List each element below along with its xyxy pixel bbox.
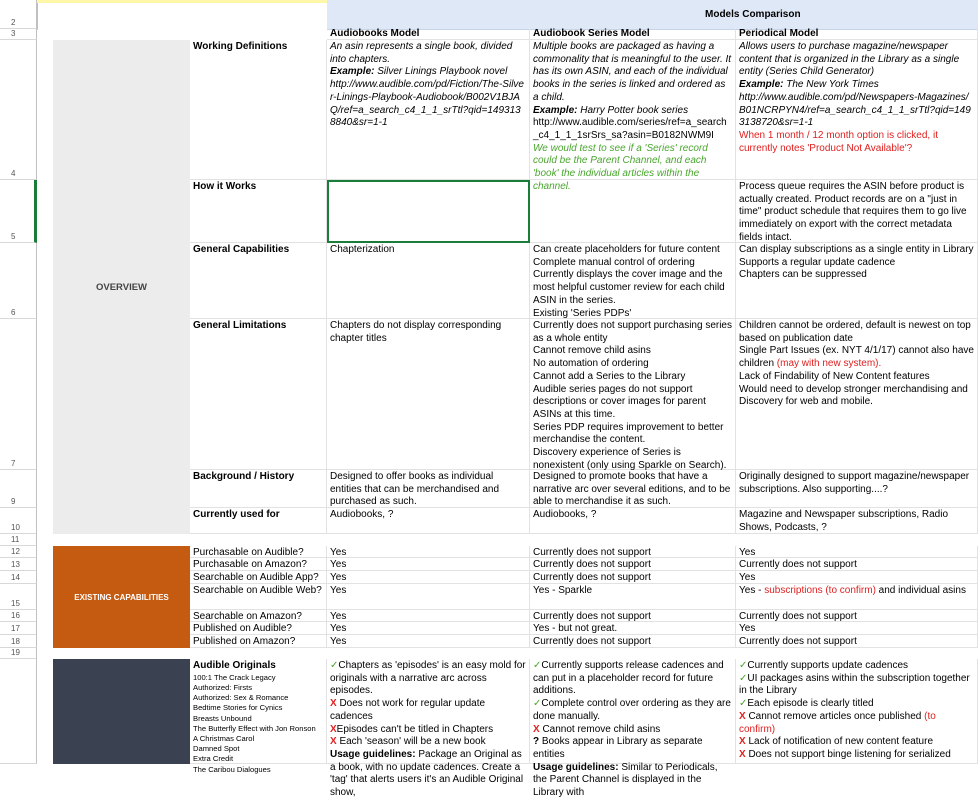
row-header-17[interactable]: 17 [0,622,37,635]
cap-value[interactable]: Currently does not support [736,610,978,622]
row-header-12[interactable]: 12 [0,546,37,558]
cap-value[interactable]: Yes - Sparkle [530,584,736,610]
cap-value[interactable]: Currently does not support [530,546,736,558]
label-how-it-works: How it Works [190,180,327,243]
cell-working-def-series[interactable]: Multiple books are packaged as having a commonality that is meaningful to the user. It has its own ASIN, and each of the individual books in the series is linked and ordered as a child. Example: Harry Potter book series http://www.audible.com/series/ref=a_search_c4_1_1_1srSrs_sa?asin=B0182NWM9I We would test to see if a 'Series' record could be the Parent Channel, and each 'book' the individual articles within the channel. [530,40,736,180]
cell-how-it-works-audiobooks-selected[interactable] [327,180,530,243]
cap-value[interactable]: Yes [327,622,530,635]
cell-how-it-works-series[interactable] [530,180,736,243]
label-currently-used-for: Currently used for [190,508,327,534]
cell-background-audiobooks[interactable]: Designed to offer books as individual entities that can be merchandised and purchased as such. [327,470,530,508]
cell-background-series[interactable]: Designed to promote books that have a narrative arc over several editions, and to be able to merchandise it as such. [530,470,736,508]
yellow-header-strip [37,0,327,3]
row-header-11[interactable]: 11 [0,534,37,546]
row-header-3[interactable]: 3 [0,29,37,40]
row-header-9[interactable]: 9 [0,470,37,508]
x-icon: X [739,710,746,722]
header-audiobooks-model: Audiobooks Model [327,29,530,40]
cell-originals-series[interactable]: ✓Currently supports release cadences and can put in a placeholder record for future additions. ✓Complete control over ordering as they are done manually. X Cannot remove child asins ? Books appear in Library as separate entities Usage guidelines: Similar to Periodicals, the Parent Channel is displayed in the Library with [530,659,736,764]
cell-limitations-series[interactable]: Currently does not support purchasing series as a whole entity Cannot remove child asins No automation of ordering Cannot add a Series to the Library Audible series pages do not support descriptions or cover images for parent ASINs at this time. Series PDP requires improvement to better merchandise the content. Discovery experience of Series is nonexistent (only using Sparkle on Search). [530,319,736,470]
row-header-16[interactable]: 16 [0,610,37,622]
header-periodical-model: Periodical Model [736,29,978,40]
header-series-model: Audiobook Series Model [530,29,736,40]
check-icon: ✓ [739,672,748,684]
cap-value[interactable]: Yes - but not great. [530,622,736,635]
section-overview: OVERVIEW [53,40,190,534]
row-header-2[interactable]: 2 [0,0,37,29]
check-icon: ✓ [330,660,339,671]
cap-value[interactable]: Currently does not support [530,635,736,648]
cell-limitations-audiobooks[interactable]: Chapters do not display corresponding chapter titles [327,319,530,470]
row-header-15[interactable]: 15 [0,584,37,610]
cap-value[interactable]: Yes [327,571,530,584]
cap-value[interactable]: Yes [327,546,530,558]
cap-value[interactable]: Currently does not support [736,558,978,571]
row-header-20[interactable] [0,659,37,764]
row-header-13[interactable]: 13 [0,558,37,571]
cap-value[interactable]: Yes [327,584,530,610]
row-header-10[interactable]: 10 [0,508,37,534]
cap-label: Purchasable on Amazon? [190,558,327,571]
cell-used-audiobooks[interactable]: Audiobooks, ? [327,508,530,534]
row-header-19[interactable]: 19 [0,648,37,659]
x-icon: X [330,736,337,748]
cell-capabilities-audiobooks[interactable]: Chapterization [327,243,530,319]
cap-value[interactable]: Currently does not support [530,558,736,571]
question-icon: ? [533,736,540,748]
cap-value[interactable]: Currently does not support [530,571,736,584]
row-header-6[interactable]: 6 [0,243,37,319]
cell-background-periodical[interactable]: Originally designed to support magazine/newspaper subscriptions. Also supporting....? [736,470,978,508]
check-icon: ✓ [739,698,748,710]
cap-label: Purchasable on Audible? [190,546,327,558]
row-header-4[interactable]: 4 [0,40,37,180]
label-audible-originals: Audible Originals 100:1 The Crack Legacy Authorized: Firsts Authorized: Sex & Romance Bedtime Stories for Cynics Breasts Unbound The Butterfly Effect with Jon Ronson A Christmas Carol Damned Spot Extra Credit The Caribou Dialogues [190,659,327,764]
cell-capabilities-series[interactable]: Can create placeholders for future content Complete manual control of ordering Currently displays the cover image and the most helpful customer review for each child ASIN in the series. Existing 'Series PDPs' [530,243,736,319]
cell-limitations-periodical[interactable]: Children cannot be ordered, default is newest on top based on publication date Single Part Issues (ex. NYT 4/1/17) cannot also have children (may with new system). Lack of Findability of New Content features Would need to develop stronger merchandising and Discovery for web and mobile. [736,319,978,470]
x-icon: X [739,736,746,748]
cap-value[interactable]: Yes [736,571,978,584]
cap-value[interactable]: Yes - subscriptions (to confirm) and individual asins [736,584,978,610]
models-comparison-bar [327,0,978,30]
x-icon: X [533,723,540,735]
x-icon: X [330,698,337,710]
models-comparison-title: Models Comparison [705,9,801,20]
cell-used-series[interactable]: Audiobooks, ? [530,508,736,534]
section-originals-block [53,659,190,764]
x-icon: X [739,748,746,760]
check-icon: ✓ [533,698,542,710]
cap-value[interactable]: Currently does not support [530,610,736,622]
cap-label: Searchable on Audible Web? [190,584,327,610]
label-background-history: Background / History [190,470,327,508]
cap-label: Searchable on Audible App? [190,571,327,584]
cell-working-def-periodical[interactable]: Allows users to purchase magazine/newspaper content that is organized in the Library as a single entity (Series Child Generator) Example: The New York Times http://www.audible.com/pd/Newspapers-Magazines/B01NCRPYN4/ref=a_search_c4_1_1_srTtl?qid=1493138720&sr=1-1 When 1 month / 12 month option is clicked, it currently notes 'Product Not Available'? [736,40,978,180]
cap-value[interactable]: Yes [736,546,978,558]
cap-value[interactable]: Yes [327,558,530,571]
cell-used-periodical[interactable]: Magazine and Newspaper subscriptions, Radio Shows, Podcasts, ? [736,508,978,534]
label-working-definitions: Working Definitions [190,40,327,180]
cap-value[interactable]: Yes [327,610,530,622]
row-header-7[interactable]: 7 [0,319,37,470]
cell-how-it-works-periodical[interactable]: Process queue requires the ASIN before product is actually created. Product records are on a "just in time" product schedule that requires them to go live immediately on export with the correct metadata fields intact. [736,180,978,243]
label-general-capabilities: General Capabilities [190,243,327,319]
section-existing-capabilities: EXISTING CAPABILITIES [53,546,190,648]
check-icon: ✓ [739,660,748,671]
cell-capabilities-periodical[interactable]: Can display subscriptions as a single entity in Library Supports a regular update cadence Chapters can be suppressed [736,243,978,319]
cap-value[interactable]: Yes [736,622,978,635]
row-header-5[interactable]: 5 [0,180,37,243]
cap-label: Published on Amazon? [190,635,327,648]
cap-label: Published on Audible? [190,622,327,635]
cell-originals-periodical[interactable]: ✓Currently supports update cadences ✓UI packages asins within the subscription together in the Library ✓Each episode is clearly titled X Cannot remove articles once published (to confirm) X Lack of notification of new content feature X Does not support binge listening for serialized [736,659,978,764]
check-icon: ✓ [533,660,542,671]
cell-working-def-audiobooks[interactable]: An asin represents a single book, divided into chapters. Example: Silver Linings Playbook novel http://www.audible.com/pd/Fiction/The-Silver-Linings-Playbook-Audiobook/B002V1BJAQ/ref=a_search_c4_1_1_srTtl?qid=1493138840&sr=1-1 [327,40,530,180]
cap-label: Searchable on Amazon? [190,610,327,622]
x-icon: X [330,723,337,735]
cap-value[interactable]: Yes [327,635,530,648]
cell-originals-audiobooks[interactable]: ✓Chapters as 'episodes' is an easy mold for originals with a narrative arc across episodes. X Does not work for regular update cadences XEpisodes can't be titled in Chapters X Each 'season' will be a new book Usage guidelines: Package an Original as a book, with no update cadences. Create a 'tag' that alerts users it's an Audible Original show, [327,659,530,764]
row-header-14[interactable]: 14 [0,571,37,584]
label-general-limitations: General Limitations [190,319,327,470]
cap-value[interactable]: Currently does not support [736,635,978,648]
row-header-18[interactable]: 18 [0,635,37,648]
